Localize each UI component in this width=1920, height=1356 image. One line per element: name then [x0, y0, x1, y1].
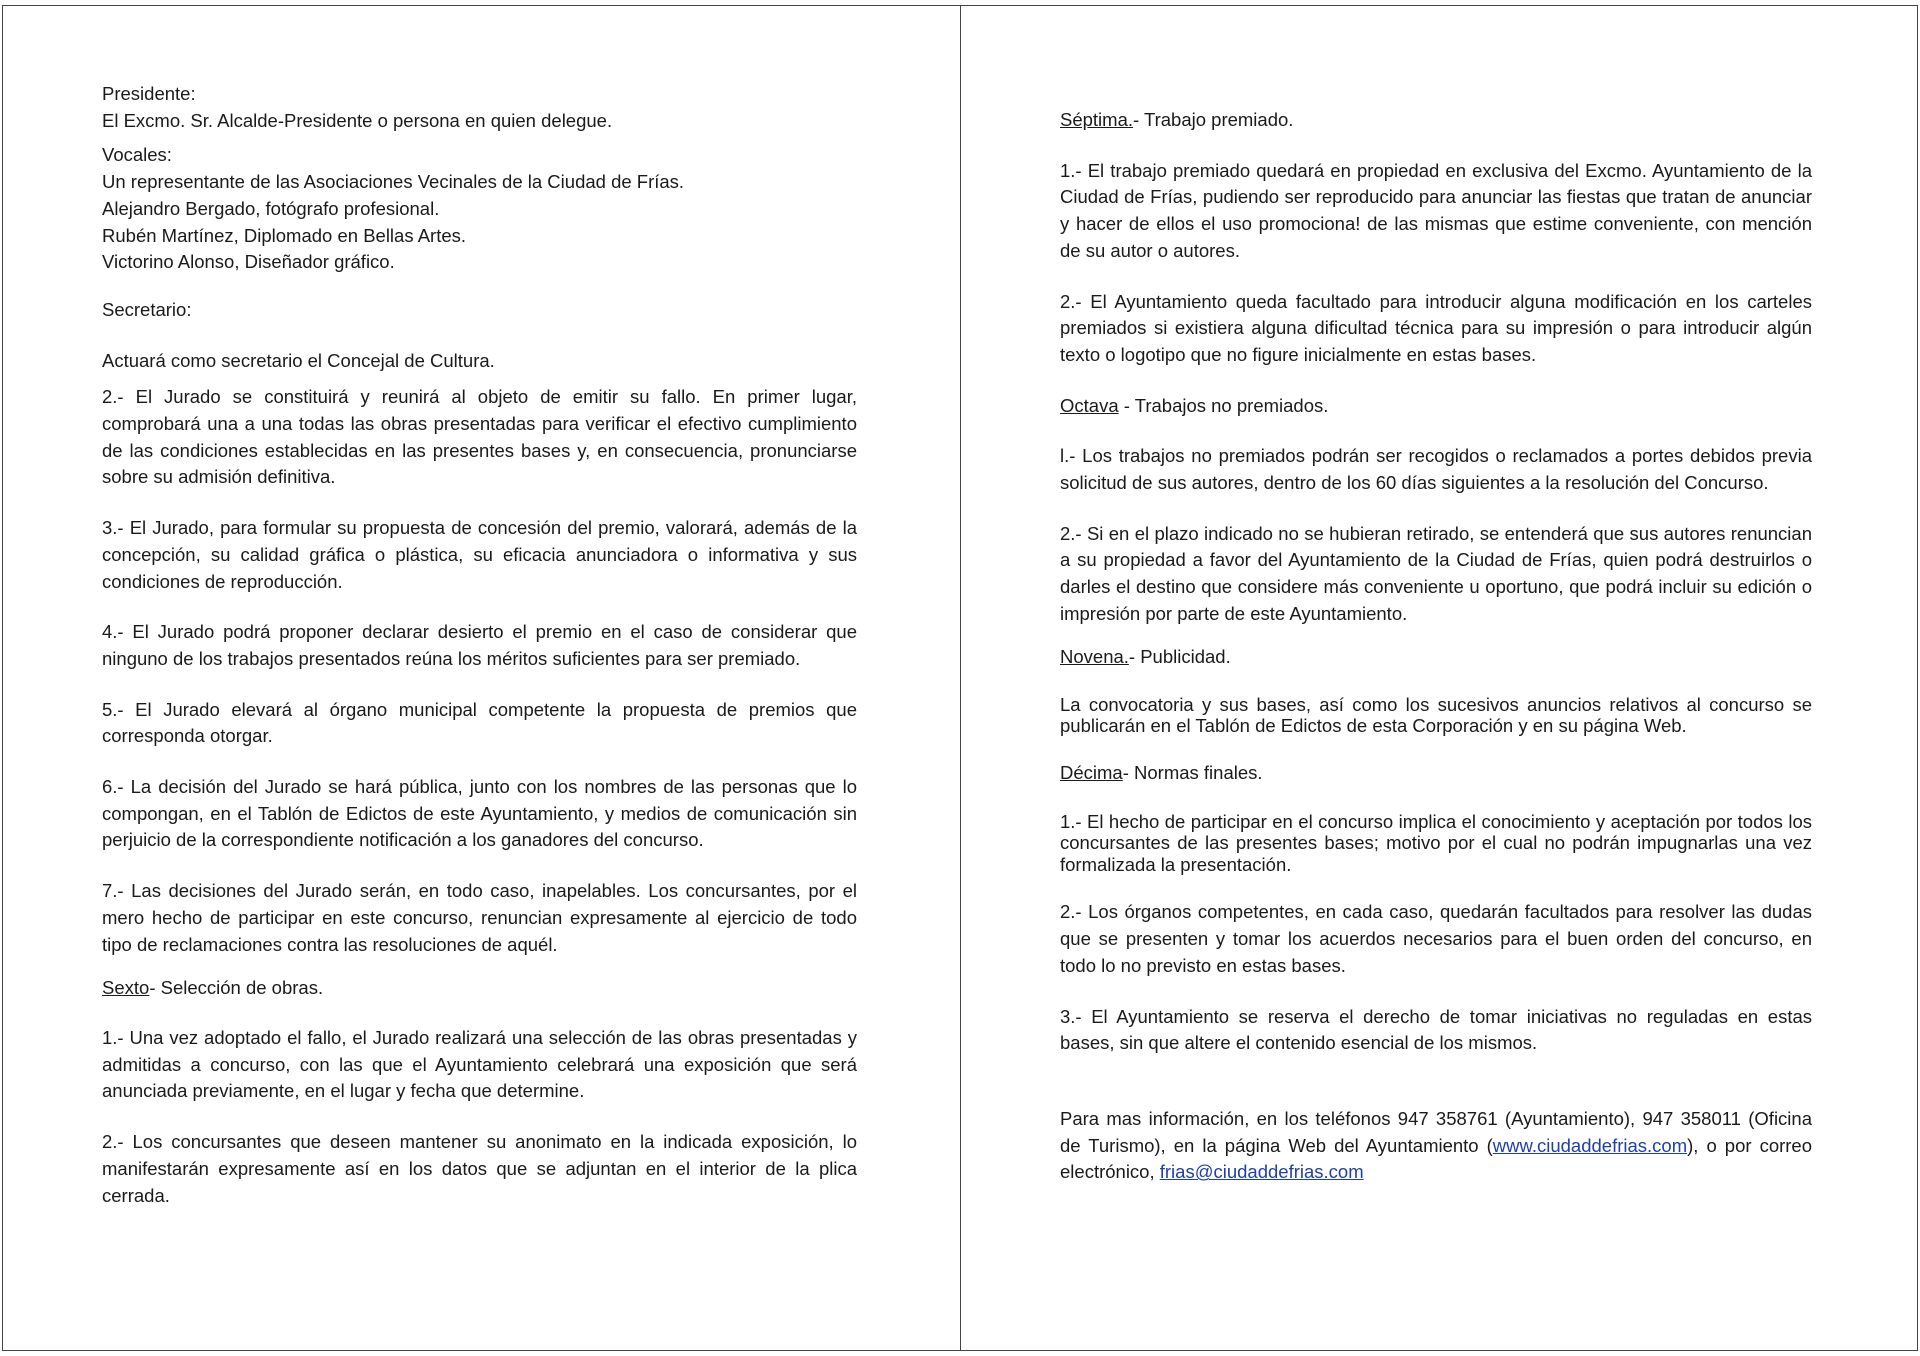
sexto-paragraph-2: 2.- Los concursantes que deseen mantener su anonimato en la indicada exposición, lo manifestarán expresamente así en los datos que se adjuntan en el interior de la plica cerrada. — [102, 1131, 857, 1206]
decima-paragraph-2: 2.- Los órganos competentes, en cada caso, quedarán facultados para resolver las dudas que se presenten y tomar los acuerdos necesarios para el buen orden del concurso, en todo lo no previsto en estas bases. — [1060, 901, 1812, 976]
right-page — [960, 5, 1918, 1351]
decima-heading: Décima — [1060, 762, 1123, 784]
novena-heading: Novena. — [1060, 645, 1129, 667]
paragraph-5: 5.- El Jurado elevará al órgano municipal competente la propuesta de premios que corresponda otorgar. — [102, 698, 857, 747]
contact-text-2: ), o por correo electrónico, — [1060, 1134, 1813, 1183]
octava-paragraph-1: l.- Los trabajos no premiados podrán ser recogidos o reclamados a portes debidos previa solicitud de sus autores, dentro de los 60 días siguientes a la resolución del Concurso. — [1060, 445, 1812, 494]
vocal-item: Alejandro Bergado, fotógrafo profesional. — [102, 197, 440, 219]
paragraph-7: 7.- Las decisiones del Jurado serán, en todo caso, inapelables. Los concursantes, por el mero hecho de participar en este concurso, renuncian expresamente al ejercicio de todo tipo de reclamaciones contra las resoluciones de aquél. — [102, 880, 857, 955]
paragraph-2: 2.- El Jurado se constituirá y reunirá al objeto de emitir su fallo. En primer lugar, comprobará una a una todas las obras presentadas para verificar el efectivo cumplimiento de las condiciones establecidas en las presentes bases y, en consecuencia, pronunciarse sobre su admisión definitiva. — [102, 386, 857, 488]
sexto-heading-line — [102, 975, 857, 1002]
vocal-item: Un representante de las Asociaciones Vecinales de la Ciudad de Frías. — [102, 171, 685, 193]
contact-info — [1060, 1106, 1812, 1186]
decima-heading-line — [1060, 760, 1812, 787]
presidente-label: Presidente: — [102, 83, 196, 104]
email-link[interactable]: frias@ciudaddefrias.com — [1159, 1161, 1364, 1183]
website-link[interactable]: www.ciudaddefrias.com — [1492, 1134, 1688, 1156]
secretario-text: Actuará como secretario el Concejal de Cultura. — [102, 349, 495, 371]
left-page — [2, 5, 962, 1351]
paragraph-6: 6.- La decisión del Jurado se hará pública, junto con los nombres de las personas que lo compongan, en el Tablón de Edictos de este Ayuntamiento, y medios de comunicación sin perjuicio de la correspondiente notificación a los ganadores del concurso. — [102, 776, 857, 851]
sexto-title: - Selección de obras. — [149, 977, 324, 999]
sexto-heading: Sexto — [102, 977, 150, 999]
vocal-item: Rubén Martínez, Diplomado en Bellas Artes. — [102, 224, 467, 246]
novena-heading-line — [1060, 644, 1812, 671]
left-column — [102, 81, 857, 1209]
septima-title: - Trabajo premiado. — [1133, 109, 1294, 130]
decima-title: - Normas finales. — [1122, 762, 1263, 784]
paragraph-4: 4.- El Jurado podrá proponer declarar desierto el premio en el caso de considerar que ninguno de los trabajos presentados reúna los méritos suficientes para ser premiado. — [102, 621, 857, 669]
septima-heading: Séptima. — [1060, 109, 1134, 130]
paragraph-3: 3.- El Jurado, para formular su propuesta de concesión del premio, valorará, además de la concepción, su calidad gráfica o plástica, su eficacia anunciadora o informativa y sus condiciones de reproducción. — [102, 517, 857, 592]
decima-paragraph-3: 3.- El Ayuntamiento se reserva el derecho de tomar iniciativas no reguladas en estas bases, sin que altere el contenido esencial de los mismos. — [1060, 1005, 1812, 1054]
septima-heading-line — [1060, 107, 1812, 134]
presidente-text: El Excmo. Sr. Alcalde-Presidente o persona en quien delegue. — [102, 109, 613, 131]
right-column — [1060, 107, 1812, 1186]
vocal-item: Victorino Alonso, Diseñador gráfico. — [102, 251, 395, 273]
novena-title: - Publicidad. — [1128, 645, 1231, 667]
octava-heading: Octava — [1060, 394, 1119, 416]
vocales-label: Vocales: — [102, 144, 172, 166]
sexto-paragraph-1: 1.- Una vez adoptado el fallo, el Jurado realizará una selección de las obras presentadas y admitidas a concurso, con las que el Ayuntamiento celebrará una exposición que será anunciada previamente, en el lugar y fecha que determine. — [102, 1026, 857, 1102]
novena-paragraph-1: La convocatoria y sus bases, así como los sucesivos anuncios relativos al concurso se publicarán en el Tablón de Edictos de esta Corporación y en su página Web. — [1060, 694, 1812, 737]
octava-heading-line — [1060, 393, 1812, 420]
secretario-label: Secretario: — [102, 298, 192, 320]
decima-paragraph-1: 1.- El hecho de participar en el concurso implica el conocimiento y aceptación por todos los concursantes de las presentes bases; motivo por el cual no podrán impugnarlas una vez formalizada la presentación. — [1060, 810, 1812, 875]
contact-text-1: Para mas información, en los teléfonos 947 358761 (Ayuntamiento), 947 358011 (Oficina de Turismo), en la página Web del Ayuntamiento ( — [1060, 1107, 1812, 1156]
octava-title: - Trabajos no premiados. — [1118, 394, 1329, 416]
septima-paragraph-1: 1.- El trabajo premiado quedará en propiedad en exclusiva del Excmo. Ayuntamiento de la Ciudad de Frías, pudiendo ser reproducido para anunciar las fiestas que tratan de anunciar y hacer de ellos el uso promociona! de las mismas que estime conveniente, con mención de su autor o autores. — [1060, 159, 1812, 261]
septima-paragraph-2: 2.- El Ayuntamiento queda facultado para introducir alguna modificación en los carteles premiados si existiera alguna dificultad técnica para su impresión o para introducir algún texto o logotipo que no figure inicialmente en estas bases. — [1060, 290, 1812, 365]
octava-paragraph-2: 2.- Si en el plazo indicado no se hubieran retirado, se entenderá que sus autores renuncian a su propiedad a favor del Ayuntamiento de la Ciudad de Frías, quien podrá destruirlos o darles el destino que considere más conveniente u oportuno, que podrá incluir su edición o impresión por parte de este Ayuntamiento. — [1060, 522, 1812, 624]
